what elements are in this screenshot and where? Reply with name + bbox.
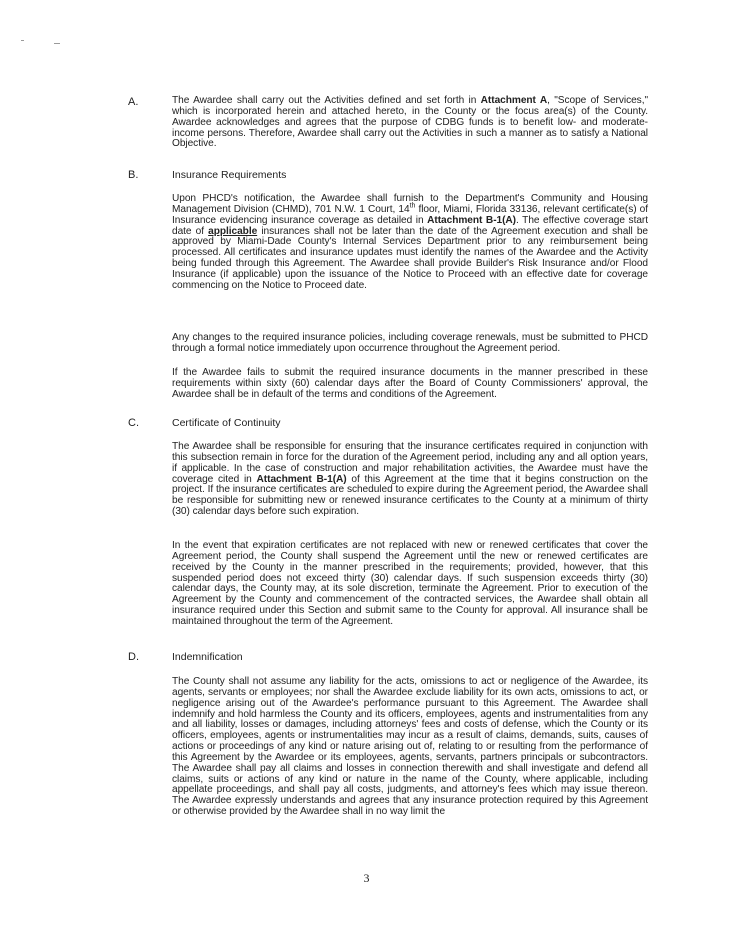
- section-heading: Certificate of Continuity: [172, 417, 281, 429]
- emphasis-text: Attachment A: [480, 95, 548, 106]
- section-b-paragraph-3: If the Awardee fails to submit the required insurance documents in the manner prescribed in these requirements within sixty (60) calendar days after the Board of County Commissioners' approval, the Awardee shall be in default of the terms and conditions of the Agreement.: [172, 367, 648, 400]
- emphasis-text: Attachment B-1(A): [256, 473, 347, 485]
- page-number: 3: [363, 871, 370, 885]
- section-b-paragraph-2: Any changes to the required insurance policies, including coverage renewals, must be submitted to PHCD through a formal notice immediately upon occurrence throughout the Agreement period.: [172, 332, 648, 354]
- section-letter: A.: [128, 96, 139, 108]
- scan-mark: [54, 43, 60, 44]
- section-letter: B.: [128, 169, 139, 181]
- section-letter: D.: [128, 651, 139, 663]
- section-letter: C.: [128, 417, 139, 429]
- section-a-paragraph-1: The Awardee shall carry out the Activities defined and set forth in Attachment A, "Scope of Services," which is incorporated herein and attached hereto, in the County or the focus area(s) of the County. Awardee acknowledges and agrees that the purpose of CDBG funds is to benefit low- and moderate-income persons. Therefore, Awardee shall carry out the Activities in such a manner as to satisfy a National Objective.: [172, 95, 648, 150]
- section-heading: Insurance Requirements: [172, 169, 287, 181]
- section-b-paragraph-1: Upon PHCD's notification, the Awardee shall furnish to the Department's Community and Housing Management Division (CHMD), 701 N.W. 1 Court, 14th floor, Miami, Florida 33136, relevant certificate(s) of Insurance evidencing insurance coverage as detailed in Attachment B-1(A). The effective coverage start date of applicable insurances shall not be later than the date of the Agreement execution and shall be approved by Miami-Dade County's Internal Services Department prior to any reimbursement being processed. All certificates and insurance updates must identify the names of the Awardee and the Activity being funded through this Agreement. The Awardee shall provide Builder's Risk Insurance and/or Flood Insurance (if applicable) upon the issuance of the Notice to Proceed with an effective date for coverage commencing on the Notice to Proceed date.: [172, 193, 649, 291]
- section-heading: Indemnification: [172, 651, 243, 663]
- section-c-paragraph-2: In the event that expiration certificates are not replaced with new or renewed certificates that cover the Agreement period, the County shall suspend the Agreement until the new or renewed certificates are received by the County in the manner prescribed in the requirements; provided, however, that this suspended period does not exceed thirty (30) calendar days. If such suspension exceeds thirty (30) calendar days, the County may, at its sole discretion, terminate the Agreement. Prior to execution of the Agreement by the County and commencement of the contracted services, the Awardee shall obtain all insurance required under this Section and submit same to the County for approval. All insurance shall be maintained throughout the term of the Agreement.: [172, 540, 648, 627]
- section-c-paragraph-1: The Awardee shall be responsible for ensuring that the insurance certificates required in conjunction with this subsection remain in force for the duration of the Agreement period, including any and all option years, if applicable. In the case of construction and major rehabilitation activities, the Awardee must have the coverage cited in Attachment B-1(A) of this Agreement at the time that it begins construction on the project. If the insurance certificates are scheduled to expire during the Agreement period, the Awardee shall be responsible for submitting new or renewed insurance certificates to the County at a minimum of thirty (30) calendar days before such expiration.: [172, 441, 648, 518]
- emphasis-text: applicable: [208, 225, 258, 237]
- superscript-text: th: [409, 202, 416, 210]
- emphasis-text: Attachment B-1(A): [427, 214, 517, 226]
- scan-mark: [21, 40, 24, 41]
- section-d-paragraph-1: The County shall not assume any liability for the acts, omissions to act or negligence of the Awardee, its agents, servants or employees; nor shall the Awardee exclude liability for its own acts, omissions to act, or negligence arising out of the Awardee's performance pursuant to this Agreement. The Awardee shall indemnify and hold harmless the County and its officers, employees, agents and instrumentalities from any and all liability, losses or damages, including attorneys' fees and costs of defense, which the County or its officers, employees, agents or instrumentalities may incur as a result of claims, demands, suits, causes of actions or proceedings of any kind or nature arising out of, relating to or resulting from the performance of this Agreement by the Awardee or its employees, agents, servants, partners principals or subcontractors. The Awardee shall pay all claims and losses in connection therewith and shall investigate and defend all claims, suits or actions of any kind or nature in the name of the County, where applicable, including appellate proceedings, and shall pay all costs, judgments, and attorney's fees which may issue thereon. The Awardee expressly understands and agrees that any insurance protection required by this Agreement or otherwise provided by the Awardee shall in no way limit the: [172, 676, 648, 818]
